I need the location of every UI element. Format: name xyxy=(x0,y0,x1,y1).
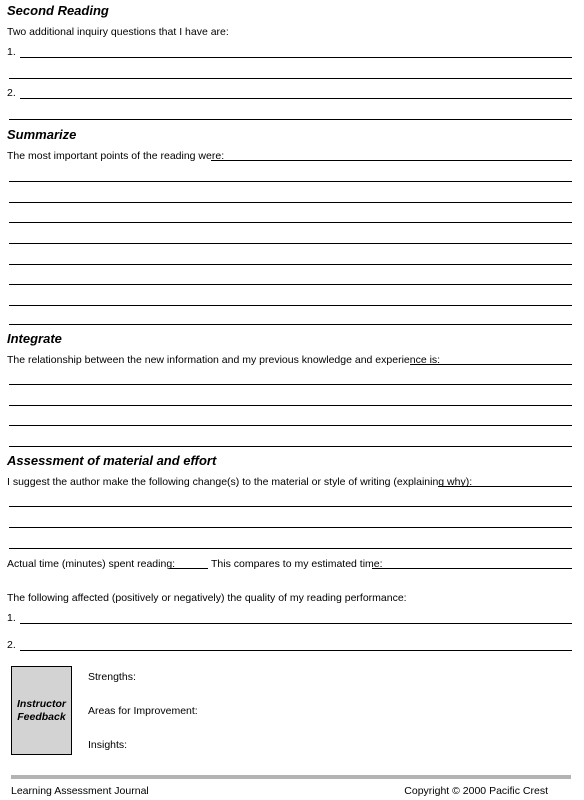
summarize-prompt: The most important points of the reading were: xyxy=(7,150,225,162)
answer-line[interactable] xyxy=(9,548,572,549)
integrate-prompt: The relationship between the new information and my previous knowledge and experience is: xyxy=(7,354,441,366)
answer-line[interactable] xyxy=(9,384,572,385)
answer-line[interactable] xyxy=(438,486,572,487)
assessment-prompt: I suggest the author make the following change(s) to the material or style of writing (explaining why): xyxy=(7,476,473,488)
answer-line[interactable] xyxy=(9,324,572,325)
footer-copyright: Copyright © 2000 Pacific Crest xyxy=(404,785,548,797)
second-reading-prompt: Two additional inquiry questions that I have are: xyxy=(7,26,229,38)
answer-line[interactable] xyxy=(9,78,572,79)
answer-line[interactable] xyxy=(9,181,572,182)
item-number: 2. xyxy=(7,639,16,651)
answer-line[interactable] xyxy=(410,364,572,365)
summarize-heading: Summarize xyxy=(7,127,77,142)
answer-line[interactable] xyxy=(20,98,572,99)
assessment-heading: Assessment of material and effort xyxy=(7,453,217,468)
estimated-time-field[interactable] xyxy=(372,568,572,569)
time-spent-label: Actual time (minutes) spent reading: xyxy=(7,558,176,570)
answer-line[interactable] xyxy=(20,623,572,624)
answer-line[interactable] xyxy=(9,243,572,244)
answer-line[interactable] xyxy=(9,305,572,306)
answer-line[interactable] xyxy=(9,264,572,265)
answer-line[interactable] xyxy=(9,405,572,406)
footer-title: Learning Assessment Journal xyxy=(11,785,149,797)
insights-label: Insights: xyxy=(88,739,128,751)
answer-line[interactable] xyxy=(9,202,572,203)
estimated-time-label: This compares to my estimated time: xyxy=(211,558,383,570)
item-number: 1. xyxy=(7,612,16,624)
strengths-label: Strengths: xyxy=(88,671,136,683)
answer-line[interactable] xyxy=(9,119,572,120)
item-number: 1. xyxy=(7,46,16,58)
instructor-feedback-box xyxy=(11,666,72,755)
answer-line[interactable] xyxy=(9,284,572,285)
item-number: 2. xyxy=(7,87,16,99)
areas-for-improvement-label: Areas for Improvement: xyxy=(88,705,198,717)
answer-line[interactable] xyxy=(20,57,572,58)
answer-line[interactable] xyxy=(9,222,572,223)
answer-line[interactable] xyxy=(9,425,572,426)
instructor-feedback-label: Instructor Feedback xyxy=(16,698,66,723)
answer-line[interactable] xyxy=(9,506,572,507)
answer-line[interactable] xyxy=(211,160,572,161)
answer-line[interactable] xyxy=(9,446,572,447)
footer-divider xyxy=(11,775,571,779)
affected-prompt: The following affected (positively or negatively) the quality of my reading performance: xyxy=(7,592,407,604)
time-spent-field[interactable] xyxy=(169,568,208,569)
answer-line[interactable] xyxy=(9,527,572,528)
answer-line[interactable] xyxy=(20,650,572,651)
integrate-heading: Integrate xyxy=(7,331,62,346)
second-reading-heading: Second Reading xyxy=(7,3,109,18)
